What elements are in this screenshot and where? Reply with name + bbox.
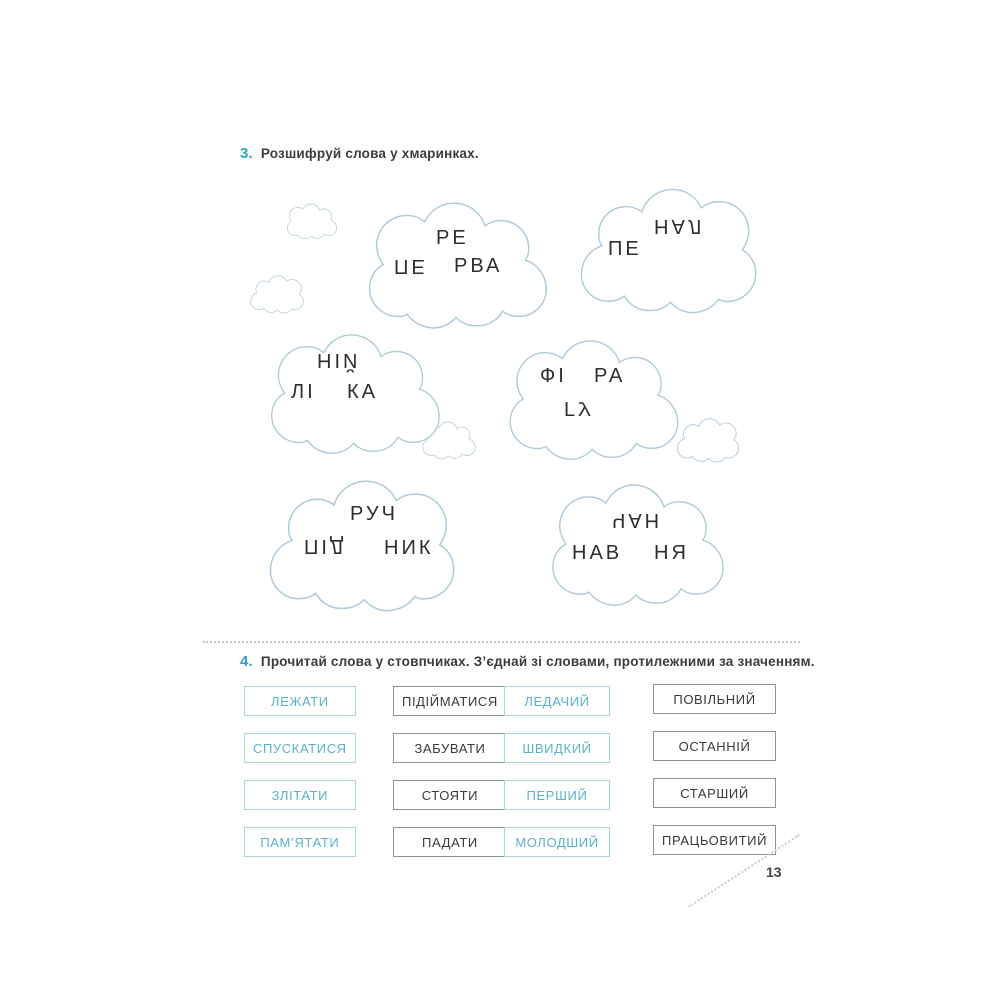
decorative-cloud bbox=[283, 201, 341, 243]
word-box[interactable]: СПУСКАТИСЯ bbox=[244, 733, 356, 763]
exercise3-instruction bbox=[240, 145, 479, 162]
decorative-cloud bbox=[246, 270, 308, 320]
cloud-syllable: РВА bbox=[454, 255, 503, 277]
exercise4-instruction-text: Прочитай слова у стовпчиках. З’єднай зі словами, протилежними за значенням. bbox=[260, 654, 815, 669]
word-column-1 bbox=[244, 686, 356, 857]
cloud-syllable: КА bbox=[347, 381, 378, 403]
word-cloud bbox=[252, 478, 472, 618]
cloud-syllable: РА bbox=[594, 365, 626, 387]
cloud-syllable: РЕ bbox=[436, 227, 469, 249]
cloud-syllable: РУЧ bbox=[350, 503, 398, 525]
cloud-syllable-flipped: ЧАН bbox=[612, 509, 663, 531]
cloud-syllable-flipped: ПІД bbox=[304, 535, 347, 557]
word-box[interactable]: ЗАБУВАТИ bbox=[393, 733, 507, 763]
cloud-syllable: НИК bbox=[384, 537, 434, 559]
word-box[interactable]: МОЛОДШИЙ bbox=[504, 827, 610, 857]
cloud-syllable: НАВ bbox=[572, 542, 623, 564]
word-box[interactable]: ПОВІЛЬНИЙ bbox=[653, 684, 776, 714]
cloud-syllable: НЯ bbox=[654, 542, 689, 564]
word-cloud bbox=[566, 178, 771, 328]
word-box[interactable]: ЛЕЖАТИ bbox=[244, 686, 356, 716]
word-box[interactable]: ПАДАТИ bbox=[393, 827, 507, 857]
word-cloud bbox=[494, 338, 694, 466]
exercise3-instruction-text: Розшифруй слова у хмаринках. bbox=[260, 146, 479, 161]
cloud-syllable-flipped: НАЛ bbox=[654, 215, 705, 237]
cloud-syllable: ПЕ bbox=[608, 238, 642, 260]
section-divider bbox=[203, 641, 800, 643]
cloud-syllable-flipped: НІЙ bbox=[317, 349, 361, 371]
word-box[interactable]: ЗЛІТАТИ bbox=[244, 780, 356, 810]
word-box[interactable]: ЛЕДАЧИЙ bbox=[504, 686, 610, 716]
exercise4-instruction bbox=[240, 653, 815, 670]
word-column-3 bbox=[504, 686, 610, 857]
word-box[interactable]: ПАМ’ЯТАТИ bbox=[244, 827, 356, 857]
cloud-syllable-flipped: ПЕ bbox=[394, 255, 428, 277]
exercise3-number: 3. bbox=[240, 145, 253, 162]
word-cloud bbox=[538, 482, 738, 612]
word-box[interactable]: ПРАЦЬОВИТИЙ bbox=[653, 825, 776, 855]
exercise4-number: 4. bbox=[240, 653, 253, 670]
cloud-syllable: ФІ bbox=[540, 365, 567, 387]
word-column-4 bbox=[653, 684, 776, 855]
word-box[interactable]: ПІДІЙМАТИСЯ bbox=[393, 686, 507, 716]
word-column-2 bbox=[393, 686, 507, 857]
word-box[interactable]: СТАРШИЙ bbox=[653, 778, 776, 808]
word-box[interactable]: ШВИДКИЙ bbox=[504, 733, 610, 763]
word-cloud bbox=[253, 332, 458, 460]
cloud-syllable-flipped: ГУ bbox=[564, 397, 594, 419]
word-box[interactable]: ПЕРШИЙ bbox=[504, 780, 610, 810]
word-box[interactable]: СТОЯТИ bbox=[393, 780, 507, 810]
word-cloud bbox=[352, 200, 564, 335]
cloud-syllable: ЛІ bbox=[291, 381, 316, 403]
word-box[interactable]: ОСТАННІЙ bbox=[653, 731, 776, 761]
page-number: 13 bbox=[766, 864, 782, 880]
